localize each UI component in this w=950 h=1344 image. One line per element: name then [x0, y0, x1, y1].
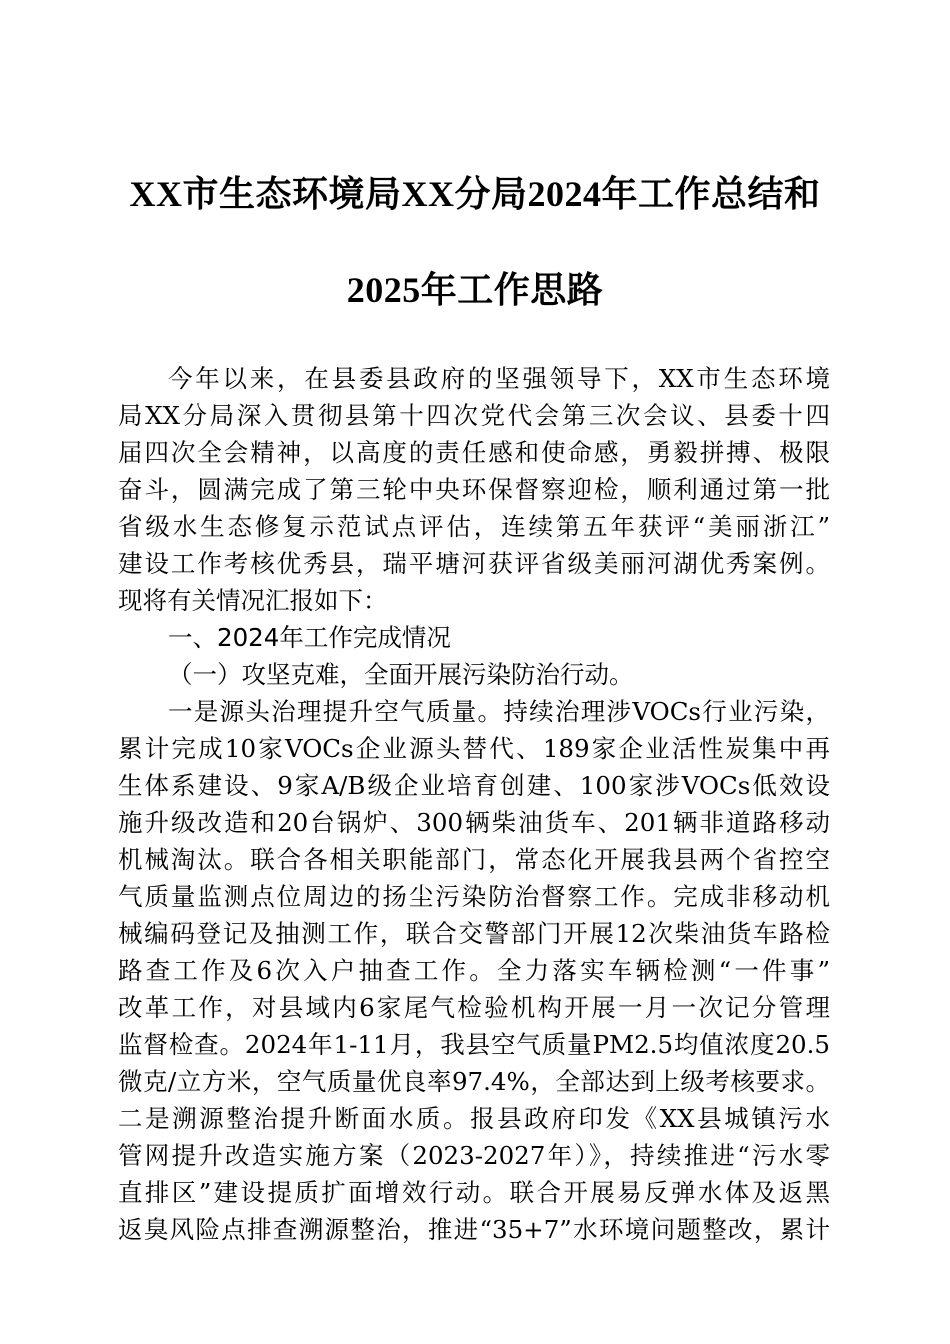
- paragraph-line: 一是源头治理提升空气质量。持续治理涉VOCs行业污染，: [168, 697, 830, 726]
- document-title-line-2: 2025年工作思路: [346, 270, 604, 310]
- paragraph-line: 返臭风险点排查溯源整治，推进“35+7”水环境问题整改，累计: [118, 1215, 830, 1244]
- paragraph-line: 气质量监测点位周边的扬尘污染防治督察工作。完成非移动机: [118, 882, 830, 911]
- paragraph-line: 直排区”建设提质扩面增效行动。联合开展易反弹水体及返黑: [118, 1178, 830, 1207]
- paragraph-line: 路查工作及6次入户抽查工作。全力落实车辆检测“一件事”: [118, 956, 830, 985]
- intro-line: 省级水生态修复示范试点评估，连续第五年获评“美丽浙江”: [118, 512, 830, 541]
- document-title-line-1: XX市生态环境局XX分局2024年工作总结和: [129, 174, 821, 214]
- paragraph-line: 管网提升改造实施方案（2023-2027年）》，持续推进“污水零: [118, 1141, 830, 1170]
- paragraph-line: 微克/立方米，空气质量优良率97.4%，全部达到上级考核要求。: [118, 1067, 830, 1096]
- intro-line: 建设工作考核优秀县，瑞平塘河获评省级美丽河湖优秀案例。: [118, 549, 830, 578]
- paragraph-line: 累计完成10家VOCs企业源头替代、189家企业活性炭集中再: [118, 734, 830, 763]
- paragraph-line: 施升级改造和20台锅炉、300辆柴油货车、201辆非道路移动: [118, 808, 830, 837]
- paragraph-line: 械编码登记及抽测工作，联合交警部门开展12次柴油货车路检: [118, 919, 830, 948]
- paragraph-line: 生体系建设、9家A/B级企业培育创建、100家涉VOCs低效设: [118, 771, 830, 800]
- intro-line: 届四次全会精神，以高度的责任感和使命感，勇毅拼搏、极限: [118, 438, 830, 467]
- paragraph-line: 监督检查。2024年1-11月，我县空气质量PM2.5均值浓度20.5: [118, 1030, 830, 1059]
- intro-line: 现将有关情况汇报如下：: [118, 586, 388, 615]
- intro-line: 奋斗，圆满完成了第三轮中央环保督察迎检，顺利通过第一批: [118, 475, 830, 504]
- paragraph-line: 改革工作，对县域内6家尾气检验机构开展一月一次记分管理: [118, 993, 830, 1022]
- intro-line: 今年以来，在县委县政府的坚强领导下，XX市生态环境: [168, 364, 830, 393]
- paragraph-line: 二是溯源整治提升断面水质。报县政府印发《XX县城镇污水: [118, 1104, 830, 1133]
- subsection-heading: （一）攻坚克难，全面开展污染防治行动。: [168, 660, 634, 689]
- intro-line: 局XX分局深入贯彻县第十四次党代会第三次会议、县委十四: [118, 401, 830, 430]
- document-body: [118, 360, 830, 1248]
- section-heading: 一、2024年工作完成情况: [168, 623, 451, 652]
- paragraph-line: 机械淘汰。联合各相关职能部门，常态化开展我县两个省控空: [118, 845, 830, 874]
